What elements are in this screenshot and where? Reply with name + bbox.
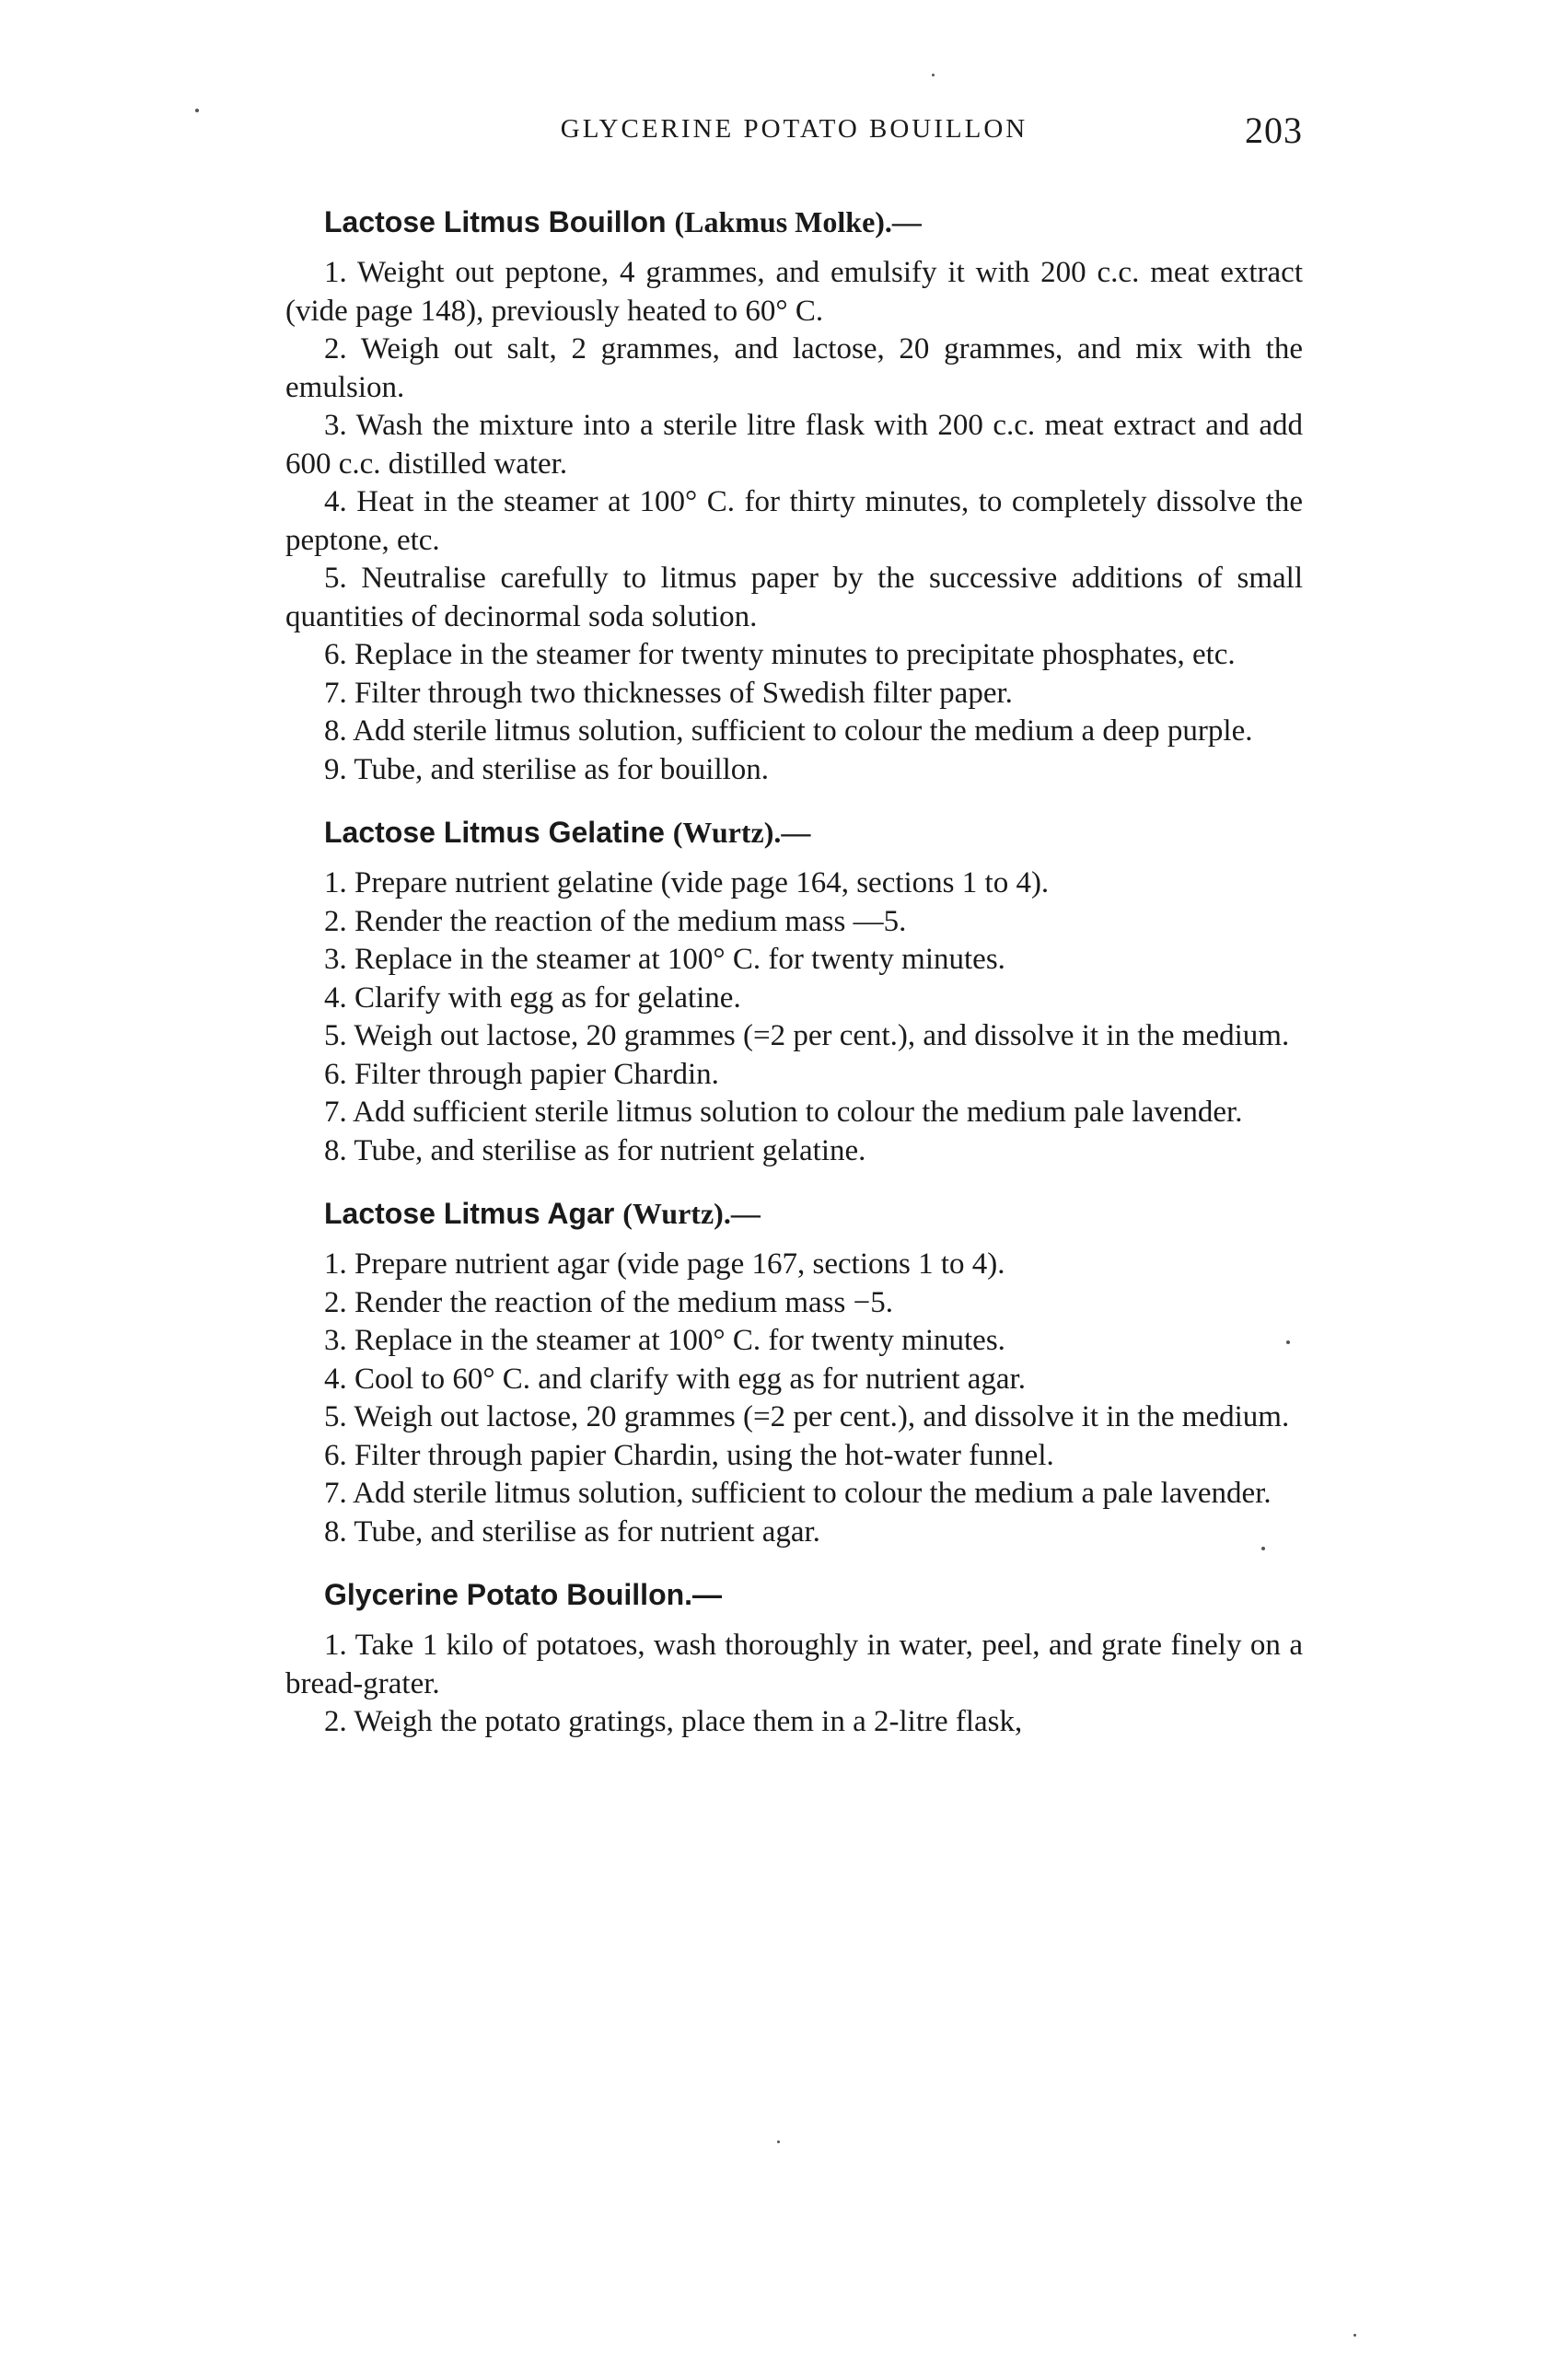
- running-title: GLYCERINE POTATO BOUILLON: [560, 114, 1028, 144]
- step-item: 1. Prepare nutrient agar (vide page 167, sections 1 to 4).: [324, 1247, 1005, 1281]
- step-list: [285, 1627, 1303, 1742]
- paper-speck: [1286, 1340, 1290, 1344]
- section-glycerine-potato-bouillon: [285, 1575, 1303, 1742]
- step-item: 5. Neutralise carefully to litmus paper by the successive additions of small quantities of decinormal soda solution.: [285, 562, 1303, 633]
- step-item: 1. Take 1 kilo of potatoes, wash thoroughly in water, peel, and grate finely on a bread-grater.: [285, 1629, 1303, 1700]
- paper-speck: [932, 74, 935, 76]
- paper-speck: [195, 109, 199, 112]
- step-item: 4. Clarify with egg as for gelatine.: [324, 980, 741, 1015]
- step-item: 5. Weigh out lactose, 20 grammes (=2 per cent.), and dissolve it in the medium.: [324, 1400, 1290, 1433]
- heading-main: Glycerine Potato Bouillon.—: [324, 1578, 723, 1611]
- step-item: 8. Add sterile litmus solution, sufficient to colour the medium a deep purple.: [324, 714, 1253, 748]
- step-list: [285, 254, 1303, 789]
- step-item: 3. Replace in the steamer at 100° C. for twenty minutes.: [324, 1324, 1005, 1357]
- paper-speck: [1261, 1547, 1265, 1550]
- heading-paren: (Wurtz).—: [622, 1197, 761, 1230]
- step-list: [285, 1246, 1303, 1551]
- step-item: 6. Filter through papier Chardin.: [324, 1057, 719, 1091]
- heading-main: Lactose Litmus Agar: [324, 1197, 615, 1230]
- step-item: 2. Render the reaction of the medium mass —5.: [324, 904, 907, 938]
- section-heading: [324, 1194, 1303, 1233]
- step-item: 7. Add sufficient sterile litmus solution to colour the medium pale lavender.: [324, 1096, 1243, 1129]
- section-heading: [324, 813, 1303, 852]
- step-item: 1. Weight out peptone, 4 grammes, and emulsify it with 200 c.c. meat extract (vide page 148), previously heated to 60° C.: [285, 256, 1303, 328]
- step-item: 9. Tube, and sterilise as for bouillon.: [324, 752, 770, 786]
- page-body: [285, 203, 1303, 1766]
- step-item: 8. Tube, and sterilise as for nutrient agar.: [324, 1514, 820, 1549]
- step-item: 2. Render the reaction of the medium mass −5.: [324, 1285, 893, 1319]
- page-header: [285, 109, 1303, 155]
- step-item: 2. Weigh out salt, 2 grammes, and lactose, 20 grammes, and mix with the emulsion.: [285, 332, 1303, 404]
- step-item: 7. Add sterile litmus solution, sufficient to colour the medium a pale lavender.: [324, 1477, 1272, 1510]
- section-heading: [324, 203, 1303, 241]
- page-number: 203: [1245, 110, 1303, 151]
- step-list: [285, 864, 1303, 1170]
- heading-main: Lactose Litmus Bouillon: [324, 205, 667, 238]
- step-item: 7. Filter through two thicknesses of Swedish filter paper.: [324, 676, 1013, 710]
- step-item: 2. Weigh the potato gratings, place them in a 2-litre flask,: [324, 1705, 1023, 1738]
- section-lactose-litmus-gelatine: [285, 813, 1303, 1170]
- step-item: 1. Prepare nutrient gelatine (vide page 164, sections 1 to 4).: [324, 866, 1050, 899]
- heading-main: Lactose Litmus Gelatine: [324, 816, 665, 849]
- step-item: 4. Heat in the steamer at 100° C. for thirty minutes, to completely dissolve the peptone, etc.: [285, 485, 1303, 557]
- step-item: 8. Tube, and sterilise as for nutrient gelatine.: [324, 1133, 866, 1167]
- step-item: 6. Replace in the steamer for twenty minutes to precipitate phosphates, etc.: [324, 638, 1236, 671]
- step-item: 6. Filter through papier Chardin, using the hot-water funnel.: [324, 1438, 1054, 1472]
- section-lactose-litmus-agar: [285, 1194, 1303, 1551]
- paper-speck: [1353, 2334, 1356, 2337]
- heading-paren: (Wurtz).—: [672, 816, 811, 849]
- paper-speck: [777, 2140, 780, 2143]
- step-item: 3. Replace in the steamer at 100° C. for twenty minutes.: [324, 943, 1005, 976]
- step-item: 4. Cool to 60° C. and clarify with egg as for nutrient agar.: [324, 1362, 1026, 1396]
- step-item: 5. Weigh out lactose, 20 grammes (=2 per cent.), and dissolve it in the medium.: [324, 1019, 1290, 1052]
- step-item: 3. Wash the mixture into a sterile litre flask with 200 c.c. meat extract and add 600 c.c. distilled water.: [285, 409, 1303, 481]
- section-lactose-litmus-bouillon: [285, 203, 1303, 789]
- section-heading: [324, 1575, 1303, 1614]
- heading-paren: (Lakmus Molke).—: [674, 205, 922, 238]
